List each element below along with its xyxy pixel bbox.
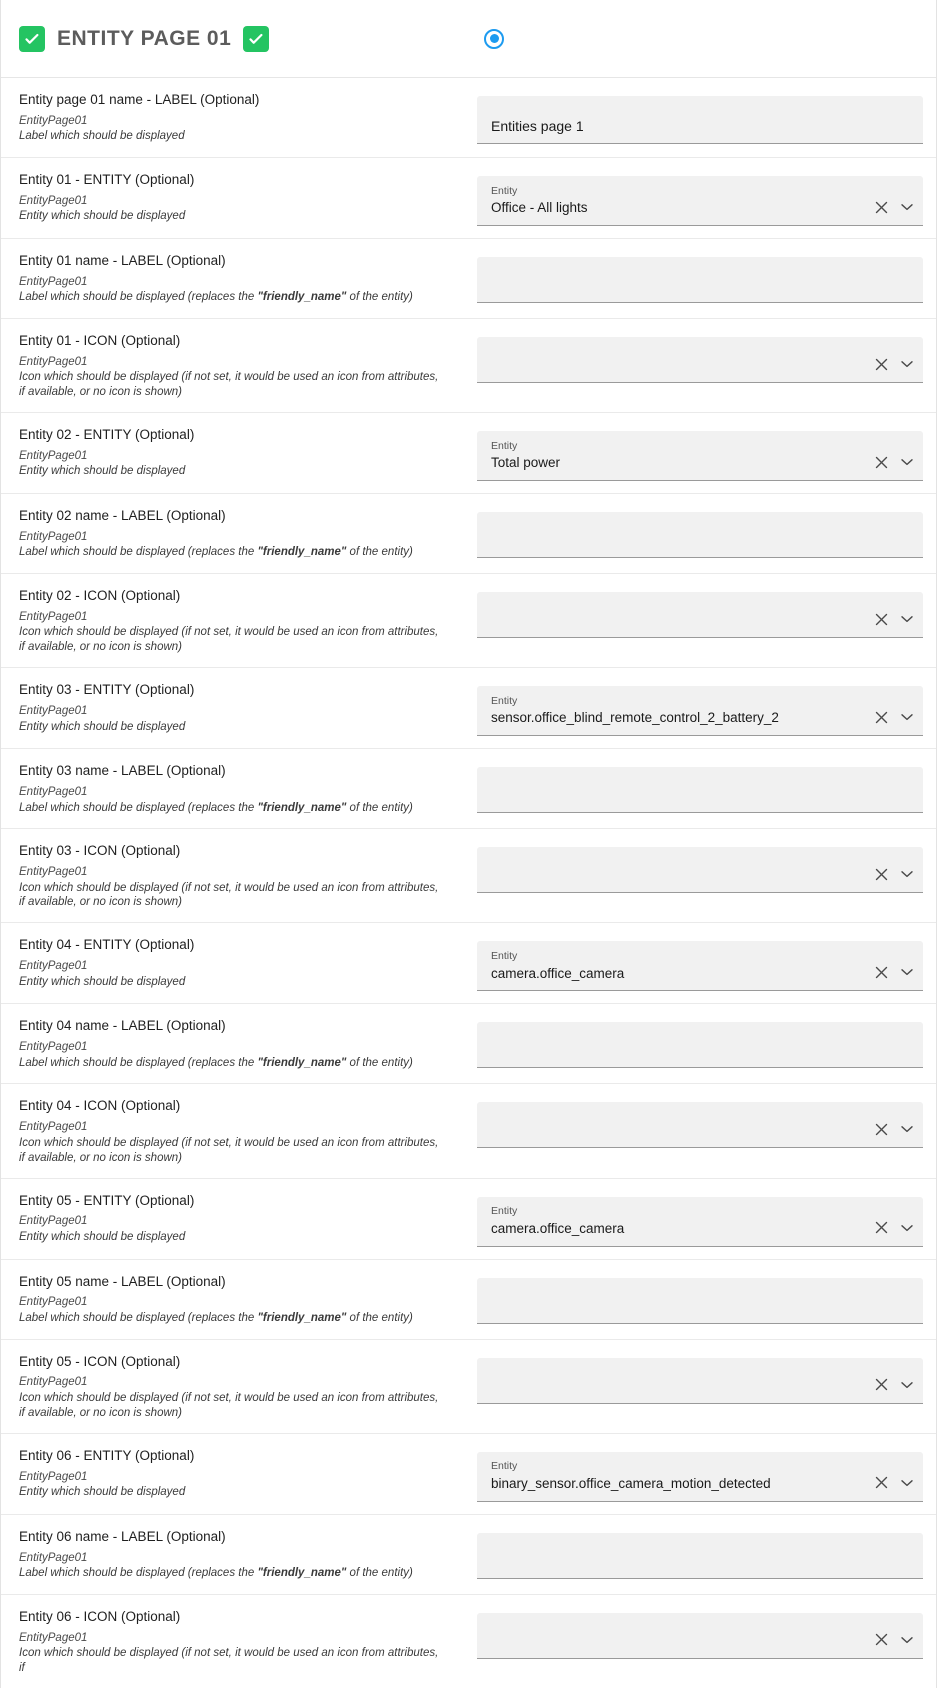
- input-value: Office - All lights: [491, 200, 588, 216]
- row-field-group: [477, 843, 923, 893]
- input-actions: [863, 866, 915, 884]
- input-floating-label: Entity: [491, 1205, 518, 1218]
- field-key: EntityPage01: [19, 1631, 88, 1644]
- field-key: EntityPage01: [19, 1551, 88, 1564]
- input-value-empty: [491, 609, 863, 629]
- field-title: Entity 04 name - LABEL (Optional): [19, 1018, 226, 1034]
- settings-row: [1, 158, 936, 239]
- input-value: Entities page 1: [491, 117, 584, 134]
- text-input-field[interactable]: [477, 1533, 923, 1579]
- field-description: Entity which should be displayed: [19, 1485, 186, 1498]
- row-label-group: [19, 937, 477, 989]
- field-key: EntityPage01: [19, 1470, 88, 1483]
- input-actions: [863, 1377, 915, 1395]
- row-label-group: [19, 172, 477, 224]
- field-key: EntityPage01: [19, 1376, 88, 1389]
- row-label-group: [19, 1448, 477, 1500]
- field-description: Label which should be displayed (replaces the "friendly_name" of the entity): [19, 1311, 413, 1324]
- entity-select-field[interactable]: [477, 1452, 923, 1502]
- chevron-down-icon[interactable]: [899, 454, 915, 470]
- text-input-field[interactable]: [477, 512, 923, 558]
- clear-icon[interactable]: [873, 1377, 889, 1393]
- field-title: Entity 01 name - LABEL (Optional): [19, 253, 226, 268]
- field-key: EntityPage01: [19, 450, 88, 462]
- input-value-empty: [491, 1119, 863, 1139]
- input-body: [491, 1295, 915, 1315]
- row-field-group: [477, 253, 923, 303]
- clear-icon[interactable]: [873, 1220, 889, 1236]
- settings-row: [1, 923, 936, 1004]
- field-title: Entity 02 name - LABEL (Optional): [19, 508, 226, 524]
- field-title: Entity 05 name - LABEL (Optional): [19, 1273, 226, 1289]
- row-field-group: [477, 682, 923, 736]
- chevron-down-icon[interactable]: [899, 1632, 915, 1648]
- row-label-group: [19, 1354, 477, 1421]
- input-actions: [863, 611, 915, 629]
- input-value: camera.office_camera: [491, 965, 625, 981]
- clear-icon[interactable]: [873, 454, 889, 470]
- row-field-group: [477, 427, 923, 481]
- input-body: [491, 696, 863, 727]
- input-value-empty: [491, 274, 915, 294]
- field-description: Label which should be displayed: [19, 130, 185, 143]
- field-description: Label which should be displayed (replaces the "friendly_name" of the entity): [19, 801, 413, 814]
- entity-select-field[interactable]: [477, 941, 923, 991]
- text-input-field[interactable]: [477, 767, 923, 813]
- input-body: [491, 441, 863, 472]
- chevron-down-icon[interactable]: [899, 611, 915, 627]
- field-description: Entity which should be displayed: [19, 720, 186, 733]
- field-title: Entity 01 - ICON (Optional): [19, 333, 181, 348]
- settings-row: [1, 1434, 936, 1515]
- settings-row: [1, 1179, 936, 1260]
- input-value: binary_sensor.office_camera_motion_detected: [491, 1475, 771, 1491]
- clear-icon[interactable]: [873, 1475, 889, 1491]
- field-key: EntityPage01: [19, 194, 88, 207]
- input-body: [491, 354, 863, 374]
- field-title: Entity 04 - ICON (Optional): [19, 1098, 181, 1114]
- settings-row: [1, 1595, 936, 1688]
- page-header: [1, 0, 936, 78]
- row-field-group: [477, 1448, 923, 1502]
- settings-row: [1, 1340, 936, 1434]
- row-field-group: [477, 1274, 923, 1324]
- input-value-empty: [491, 1630, 863, 1650]
- input-actions: [863, 199, 915, 217]
- settings-row: [1, 319, 936, 413]
- row-field-group: [477, 1529, 923, 1579]
- field-description: Label which should be displayed (replaces the "friendly_name" of the entity): [19, 546, 413, 559]
- chevron-down-icon[interactable]: [899, 709, 915, 725]
- input-body: [491, 1375, 863, 1395]
- row-label-group: [19, 253, 477, 305]
- settings-row: [1, 1004, 936, 1084]
- row-label-group: [19, 1274, 477, 1326]
- field-description: Icon which should be displayed (if not set, it would be used an icon from attributes, if available, or no icon is shown): [19, 1136, 439, 1164]
- row-label-group: [19, 333, 477, 400]
- input-floating-label: Entity: [491, 439, 518, 452]
- input-floating-label: Entity: [491, 949, 518, 962]
- row-label-group: [19, 92, 477, 144]
- input-actions: [863, 356, 915, 374]
- input-value-empty: [491, 354, 863, 374]
- entity-select-field[interactable]: [477, 1613, 923, 1659]
- field-key: EntityPage01: [19, 1041, 88, 1054]
- text-input-field[interactable]: [477, 1278, 923, 1324]
- row-label-group: [19, 1098, 477, 1165]
- field-key: EntityPage01: [19, 786, 88, 799]
- row-field-group: [477, 1354, 923, 1404]
- field-key: EntityPage01: [19, 866, 88, 879]
- input-actions: [863, 1220, 915, 1238]
- field-key: EntityPage01: [19, 531, 88, 543]
- input-value-empty: [491, 1295, 915, 1315]
- settings-row: [1, 494, 936, 574]
- field-title: Entity 02 - ENTITY (Optional): [19, 427, 195, 443]
- field-key: EntityPage01: [19, 1121, 88, 1134]
- row-label-group: [19, 1018, 477, 1070]
- clear-icon[interactable]: [873, 709, 889, 725]
- row-field-group: [477, 1193, 923, 1247]
- entity-select-field[interactable]: [477, 337, 923, 383]
- input-body: [491, 1119, 863, 1139]
- text-input-field[interactable]: [477, 257, 923, 303]
- settings-row: [1, 1515, 936, 1595]
- field-title: Entity 06 - ICON (Optional): [19, 1608, 181, 1624]
- input-value: sensor.office_blind_remote_control_2_battery_2: [491, 710, 779, 726]
- input-body: [491, 1630, 863, 1650]
- input-value-empty: [491, 784, 915, 804]
- input-actions: [863, 709, 915, 727]
- clear-icon[interactable]: [873, 1121, 889, 1137]
- input-value-empty: [491, 1375, 863, 1395]
- entity-select-field[interactable]: [477, 1102, 923, 1148]
- field-title: Entity 03 - ENTITY (Optional): [19, 682, 195, 698]
- input-floating-label: Entity: [491, 694, 518, 707]
- settings-row: [1, 829, 936, 923]
- checkbox-enabled-left[interactable]: [19, 26, 45, 52]
- clear-icon[interactable]: [873, 199, 889, 215]
- settings-rows: [1, 78, 936, 1688]
- field-description: Entity which should be displayed: [19, 210, 186, 223]
- settings-row: [1, 749, 936, 829]
- field-description: Icon which should be displayed (if not set, it would be used an icon from attributes, if available, or no icon is shown): [19, 881, 439, 909]
- settings-row: [1, 78, 936, 158]
- settings-row: [1, 413, 936, 494]
- input-floating-label: Entity: [491, 1460, 518, 1473]
- field-title: Entity 05 - ICON (Optional): [19, 1353, 181, 1369]
- input-body: [491, 118, 915, 136]
- input-floating-label: Entity: [491, 184, 518, 197]
- field-key: EntityPage01: [19, 705, 88, 718]
- field-description: Icon which should be displayed (if not set, it would be used an icon from attributes, if available, or no icon is shown): [19, 371, 439, 399]
- input-value-empty: [491, 864, 863, 884]
- input-value-empty: [491, 1550, 915, 1570]
- field-title: Entity 02 - ICON (Optional): [19, 588, 181, 604]
- field-key: EntityPage01: [19, 114, 88, 127]
- entity-select-field[interactable]: [477, 1197, 923, 1247]
- entity-select-field[interactable]: [477, 686, 923, 736]
- row-label-group: [19, 508, 477, 560]
- field-description: Icon which should be displayed (if not set, it would be used an icon from attributes, if available, or no icon is shown): [19, 626, 439, 654]
- settings-row: [1, 1260, 936, 1340]
- input-body: [491, 1206, 863, 1237]
- clear-icon[interactable]: [873, 866, 889, 882]
- settings-row: [1, 239, 936, 319]
- chevron-down-icon[interactable]: [899, 199, 915, 215]
- row-field-group: [477, 1018, 923, 1068]
- field-title: Entity 01 - ENTITY (Optional): [19, 172, 195, 187]
- input-actions: [863, 454, 915, 472]
- row-field-group: [477, 588, 923, 638]
- settings-row: [1, 574, 936, 668]
- chevron-down-icon[interactable]: [899, 1475, 915, 1491]
- entity-select-field[interactable]: [477, 176, 923, 226]
- text-input-field[interactable]: [477, 96, 923, 144]
- input-body: [491, 1461, 863, 1492]
- input-body: [491, 609, 863, 629]
- row-field-group: [477, 763, 923, 813]
- input-value: Total power: [491, 455, 561, 471]
- entity-select-field[interactable]: [477, 431, 923, 481]
- input-body: [491, 1039, 915, 1059]
- page-title: ENTITY PAGE 01: [57, 26, 232, 50]
- row-label-group: [19, 843, 477, 910]
- row-field-group: [477, 1098, 923, 1148]
- row-field-group: [477, 172, 923, 226]
- field-key: EntityPage01: [19, 1296, 88, 1309]
- field-description: Icon which should be displayed (if not set, it would be used an icon from attributes, if: [19, 1646, 439, 1674]
- clear-icon[interactable]: [873, 611, 889, 627]
- clear-icon[interactable]: [873, 964, 889, 980]
- row-label-group: [19, 763, 477, 815]
- clear-icon[interactable]: [873, 356, 889, 372]
- field-title: Entity 06 name - LABEL (Optional): [19, 1528, 226, 1544]
- row-label-group: [19, 427, 477, 479]
- input-actions: [863, 1121, 915, 1139]
- field-title: Entity page 01 name - LABEL (Optional): [19, 92, 260, 107]
- settings-row: [1, 1084, 936, 1178]
- row-field-group: [477, 92, 923, 144]
- input-body: [491, 529, 915, 549]
- row-label-group: [19, 682, 477, 734]
- row-label-group: [19, 1193, 477, 1245]
- chevron-down-icon[interactable]: [899, 1220, 915, 1236]
- field-description: Entity which should be displayed: [19, 465, 186, 478]
- radio-selected[interactable]: [484, 29, 504, 49]
- input-body: [491, 1550, 915, 1570]
- field-title: Entity 03 - ICON (Optional): [19, 843, 181, 859]
- field-title: Entity 06 - ENTITY (Optional): [19, 1447, 195, 1463]
- input-actions: [863, 964, 915, 982]
- field-description: Label which should be displayed (replaces the "friendly_name" of the entity): [19, 1056, 413, 1069]
- input-value: camera.office_camera: [491, 1220, 625, 1236]
- row-field-group: [477, 1609, 923, 1659]
- input-value-empty: [491, 529, 915, 549]
- field-title: Entity 03 name - LABEL (Optional): [19, 763, 226, 779]
- chevron-down-icon[interactable]: [899, 1377, 915, 1393]
- input-body: [491, 784, 915, 804]
- field-description: Entity which should be displayed: [19, 975, 186, 988]
- clear-icon[interactable]: [873, 1632, 889, 1648]
- field-key: EntityPage01: [19, 611, 88, 623]
- row-field-group: [477, 937, 923, 991]
- input-actions: [863, 1632, 915, 1650]
- field-description: Entity which should be displayed: [19, 1230, 186, 1243]
- chevron-down-icon[interactable]: [899, 964, 915, 980]
- field-key: EntityPage01: [19, 1215, 88, 1228]
- row-label-group: [19, 588, 477, 655]
- field-title: Entity 04 - ENTITY (Optional): [19, 937, 195, 953]
- chevron-down-icon[interactable]: [899, 1121, 915, 1137]
- text-input-field[interactable]: [477, 1022, 923, 1068]
- input-body: [491, 864, 863, 884]
- field-description: Label which should be displayed (replaces the "friendly_name" of the entity): [19, 1566, 413, 1579]
- settings-row: [1, 668, 936, 749]
- field-title: Entity 05 - ENTITY (Optional): [19, 1192, 195, 1208]
- entity-select-field[interactable]: [477, 1358, 923, 1404]
- chevron-down-icon[interactable]: [899, 356, 915, 372]
- row-field-group: [477, 508, 923, 558]
- row-label-group: [19, 1609, 477, 1676]
- entity-select-field[interactable]: [477, 847, 923, 893]
- entity-select-field[interactable]: [477, 592, 923, 638]
- field-key: EntityPage01: [19, 275, 88, 288]
- field-description: Icon which should be displayed (if not set, it would be used an icon from attributes, if available, or no icon is shown): [19, 1391, 439, 1419]
- field-key: EntityPage01: [19, 960, 88, 973]
- input-body: [491, 186, 863, 217]
- field-description: Label which should be displayed (replaces the "friendly_name" of the entity): [19, 291, 413, 304]
- checkbox-enabled-right[interactable]: [243, 26, 269, 52]
- row-field-group: [477, 333, 923, 383]
- input-actions: [863, 1475, 915, 1493]
- input-body: [491, 274, 915, 294]
- input-value-empty: [491, 1039, 915, 1059]
- input-body: [491, 951, 863, 982]
- field-key: EntityPage01: [19, 355, 88, 368]
- chevron-down-icon[interactable]: [899, 866, 915, 882]
